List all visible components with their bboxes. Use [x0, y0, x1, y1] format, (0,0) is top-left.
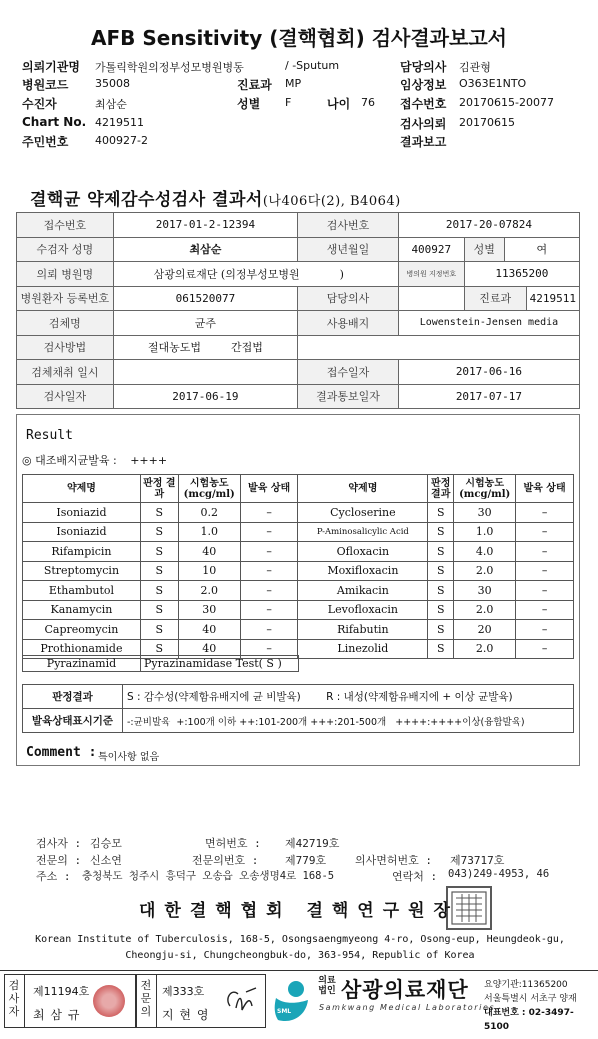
- received-date-value: 2017-06-16: [398, 360, 579, 385]
- result-report-label: 결과보고: [400, 135, 447, 149]
- attending-doctor-value: [398, 286, 464, 311]
- drug-judge-right: S: [428, 522, 454, 542]
- footer-phone: 대표번호 : 02-3497-5100: [484, 1008, 574, 1032]
- drug-name-right: Amikacin: [298, 581, 428, 601]
- test-request-value: 20170615: [459, 116, 515, 129]
- judge-r-text: R : 내성(약제함유배지에 + 이상 균발육): [326, 691, 513, 703]
- drug-conc-left: 10: [178, 561, 240, 581]
- test-no-value: 2017-20-07824: [398, 213, 579, 238]
- resident-no-label: 주민번호: [22, 135, 69, 149]
- pyrazinamid-test: Pyrazinamidase Test( S ): [141, 656, 299, 672]
- hospital-code-label-cell: 병의원 지정번호: [398, 262, 464, 287]
- footer-examiner-no: 제11194호: [33, 985, 90, 998]
- sex-label-cell: 성별: [464, 237, 504, 262]
- judge-legend-values: [123, 685, 574, 709]
- patient-label: 수진자: [22, 97, 57, 111]
- footer-examiner-name: 최 삼 규: [33, 1008, 81, 1022]
- specialist-label: 전문의 :: [36, 854, 82, 867]
- colony-label: ◎ 대조배지균발육 :: [22, 454, 117, 467]
- drug-name-right: Levofloxacin: [298, 600, 428, 620]
- medium-value: Lowenstein-Jensen media: [398, 311, 579, 336]
- drug-judge-right: S: [428, 639, 454, 659]
- department-label: 진료과: [237, 78, 272, 92]
- drug-name-left: Isoniazid: [23, 503, 141, 523]
- doctor-value: 김관형: [459, 61, 491, 74]
- drug-name-right: P-Aminosalicylic Acid: [298, 522, 428, 542]
- drug-conc-left: 2.0: [178, 581, 240, 601]
- drug-name-right: Rifabutin: [298, 620, 428, 640]
- comment-label: Comment :: [26, 745, 97, 760]
- growth-legend-text: -:균비발육 +:100개 이하 ++:101-200개 +++:201-500개 ++++:++++이상(융합발육): [123, 709, 574, 733]
- drug-name-left: Ethambutol: [23, 581, 141, 601]
- company-name-en: Samkwang Medical Laboratories: [319, 1003, 496, 1012]
- hospital-name: 삼광의료재단 (의정부성모병원: [153, 267, 300, 281]
- department-value: MP: [285, 77, 302, 90]
- dept-label: 진료과: [464, 286, 526, 311]
- receipt-number-label: 접수번호: [400, 97, 447, 111]
- notified-date-label: 결과통보일자: [298, 384, 399, 409]
- drug-judge-left: S: [140, 600, 178, 620]
- org-en-line1: Korean Institute of Tuberculosis, 168-5, Osongsaengmyeong 4-ro, Osong-eup, Heungdeok-gu,: [35, 934, 565, 945]
- header-judge-left: 판정 결과: [140, 475, 178, 503]
- specimen-value: 균주: [113, 311, 298, 336]
- hospital-code-value: 35008: [95, 77, 130, 90]
- header-conc-right: 시험농도 (mcg/ml): [454, 475, 516, 503]
- drug-growth-left: –: [240, 639, 298, 659]
- pyrazinamid-table: [22, 655, 299, 672]
- examiner-label: 검사자 :: [36, 837, 82, 850]
- drug-sensitivity-table: [22, 474, 574, 659]
- scan-title-code: (나406다(2), B4064): [262, 194, 401, 209]
- sex-value: F: [285, 96, 292, 109]
- drug-name-right: Moxifloxacin: [298, 561, 428, 581]
- drug-growth-left: –: [240, 503, 298, 523]
- drug-growth-right: –: [516, 639, 574, 659]
- comment-value: 특이사항 없음: [98, 752, 160, 763]
- drug-conc-left: 40: [178, 620, 240, 640]
- attending-doctor-label: 담당의사: [298, 286, 399, 311]
- drug-conc-right: 2.0: [454, 600, 516, 620]
- notified-date-value: 2017-07-17: [398, 384, 579, 409]
- drug-name-left: Streptomycin: [23, 561, 141, 581]
- drug-row: [23, 561, 574, 581]
- drug-row: [23, 522, 574, 542]
- header-judge-right: 판정 결과: [428, 475, 454, 503]
- sex-value-cell: 여: [504, 237, 579, 262]
- method-absolute: 절대농도법: [147, 341, 202, 355]
- seal-pattern-icon: [448, 888, 490, 928]
- drug-conc-right: 30: [454, 503, 516, 523]
- referring-institution-label: 의뢰기관명: [22, 60, 80, 74]
- method-value: [113, 335, 298, 360]
- specialist-signature-icon: [222, 984, 260, 1018]
- examiner-name: 김승모: [90, 837, 122, 850]
- legend-table: [22, 684, 574, 733]
- specialist-license-number: 제779호: [285, 854, 327, 867]
- clinical-info-value: O363E1NTO: [459, 77, 527, 90]
- hospital-code-label: 병원코드: [22, 78, 69, 92]
- judge-legend-label: 판정결과: [23, 685, 123, 709]
- header-conc-left: 시험농도 (mcg/ml): [178, 475, 240, 503]
- drug-judge-left: S: [140, 581, 178, 601]
- drug-row: [23, 503, 574, 523]
- drug-growth-right: –: [516, 503, 574, 523]
- drug-judge-left: S: [140, 620, 178, 640]
- drug-conc-right: 2.0: [454, 639, 516, 659]
- drug-name-left: Isoniazid: [23, 522, 141, 542]
- drug-judge-right: S: [428, 600, 454, 620]
- patient-info-table: [16, 212, 580, 409]
- specimen-type-value: / -Sputum: [285, 59, 340, 72]
- footer-specialist-no: 제333호: [162, 985, 205, 998]
- receipt-no-label: 접수번호: [17, 213, 114, 238]
- drug-name-right: Cycloserine: [298, 503, 428, 523]
- specialist-name: 신소연: [90, 854, 122, 867]
- growth-legend-label: 발육상태표시기준: [23, 709, 123, 733]
- drug-name-left: Kanamycin: [23, 600, 141, 620]
- receipt-number-value: 20170615-20077: [459, 96, 554, 109]
- drug-growth-left: –: [240, 600, 298, 620]
- drug-judge-left: S: [140, 639, 178, 659]
- footer-specialist-label: 전문의: [140, 979, 152, 1018]
- drug-conc-left: 1.0: [178, 522, 240, 542]
- sex-label: 성별: [237, 97, 261, 111]
- hospital-value: [113, 262, 398, 287]
- footer-address: 서울특별시 서초구 양재: [484, 994, 577, 1004]
- age-value: 76: [361, 96, 375, 109]
- scan-title-text: 결핵균 약제감수성검사 결과서: [30, 190, 263, 210]
- chart-no-value: 4219511: [95, 116, 144, 129]
- drug-judge-right: S: [428, 620, 454, 640]
- drug-growth-left: –: [240, 561, 298, 581]
- header-growth-left: 발육 상태: [240, 475, 298, 503]
- contact-value: 043)249-4953, 46: [448, 868, 550, 880]
- drug-name-right: Ofloxacin: [298, 542, 428, 562]
- patient-name-value: 최삼순: [113, 237, 298, 262]
- resident-no-value: 400927-2: [95, 134, 148, 147]
- drug-growth-right: –: [516, 522, 574, 542]
- address-label: 주소 :: [36, 870, 71, 883]
- colony-value: ++++: [130, 454, 168, 467]
- footer-divider: [24, 974, 25, 1028]
- drug-judge-right: S: [428, 581, 454, 601]
- drug-judge-left: S: [140, 522, 178, 542]
- physician-license-number: 제73717호: [450, 854, 505, 867]
- clinical-info-label: 임상정보: [400, 78, 447, 92]
- drug-growth-right: –: [516, 581, 574, 601]
- method-indirect: 간접법: [231, 341, 263, 355]
- drug-growth-right: –: [516, 542, 574, 562]
- org-en-line2: Cheongju-si, Chungcheongbuk-do, 363-954, Republic of Korea: [125, 950, 475, 961]
- drug-growth-right: –: [516, 600, 574, 620]
- method-label: 검사방법: [17, 335, 114, 360]
- contact-label: 연락처 :: [392, 870, 438, 883]
- hospital-close-paren: ): [339, 267, 344, 281]
- drug-conc-left: 0.2: [178, 503, 240, 523]
- reg-no-value: 061520077: [113, 286, 298, 311]
- address-value: 충청북도 청주시 흥덕구 오송읍 오송생명4로 168-5: [82, 870, 335, 882]
- age-label: 나이: [327, 97, 351, 111]
- drug-conc-left: 30: [178, 600, 240, 620]
- reg-no-label: 병원환자 등록번호: [17, 286, 114, 311]
- official-seal: [446, 886, 492, 930]
- collect-date-label: 검체채취 일시: [17, 360, 114, 385]
- drug-row: [23, 620, 574, 640]
- drug-conc-right: 1.0: [454, 522, 516, 542]
- header-drug-right: 약제명: [298, 475, 428, 503]
- drug-conc-right: 2.0: [454, 561, 516, 581]
- drug-conc-right: 20: [454, 620, 516, 640]
- organization-address-en: [30, 932, 570, 964]
- referring-institution-value: 가톨릭학원의정부성모병원병동: [95, 61, 244, 74]
- received-date-label: 접수일자: [298, 360, 399, 385]
- drug-growth-left: –: [240, 581, 298, 601]
- company-name: 삼광의료재단: [341, 978, 469, 1002]
- header-growth-right: 발육 상태: [516, 475, 574, 503]
- collect-date-value: [113, 360, 298, 385]
- drug-judge-right: S: [428, 542, 454, 562]
- license-number: 제42719호: [285, 837, 340, 850]
- institution-code: 요양기관:11365200: [484, 980, 568, 990]
- hospital-code-value-cell: 11365200: [464, 262, 579, 287]
- drug-growth-left: –: [240, 522, 298, 542]
- chart-no-label: Chart No.: [22, 115, 87, 129]
- drug-name-right: Linezolid: [298, 639, 428, 659]
- drug-growth-right: –: [516, 561, 574, 581]
- drug-row: [23, 581, 574, 601]
- footer-examiner-label: 검사자: [8, 979, 20, 1018]
- hospital-label: 의뢰 병원명: [17, 262, 114, 287]
- medical-corp-label: 의료법인: [318, 976, 336, 996]
- drug-judge-right: S: [428, 561, 454, 581]
- drug-growth-left: –: [240, 620, 298, 640]
- test-date-label: 검사일자: [17, 384, 114, 409]
- header-drug-left: 약제명: [23, 475, 141, 503]
- drug-conc-right: 4.0: [454, 542, 516, 562]
- license-label: 면허번호 :: [205, 837, 261, 850]
- organization-name: 대한결핵협회 결핵연구원장: [139, 901, 459, 921]
- drug-conc-right: 30: [454, 581, 516, 601]
- drug-judge-right: S: [428, 503, 454, 523]
- result-label: Result: [26, 428, 73, 443]
- patient-value: 최삼순: [95, 98, 127, 111]
- drug-conc-left: 40: [178, 639, 240, 659]
- patient-name-label: 수검자 성명: [17, 237, 114, 262]
- footer-contact-block: [484, 978, 598, 1034]
- drug-name-left: Capreomycin: [23, 620, 141, 640]
- drug-row: [23, 600, 574, 620]
- examiner-stamp: [93, 985, 125, 1017]
- receipt-no-value: 2017-01-2-12394: [113, 213, 298, 238]
- footer-divider-2: [156, 974, 157, 1028]
- dob-label: 생년월일: [298, 237, 399, 262]
- test-request-label: 검사의뢰: [400, 117, 447, 131]
- drug-rows: [23, 503, 574, 659]
- judge-s-text: S : 감수성(약제함유배지에 균 비발육): [127, 691, 301, 703]
- drug-name-left: Rifampicin: [23, 542, 141, 562]
- sml-logo-icon: [272, 976, 312, 1026]
- drug-judge-left: S: [140, 561, 178, 581]
- dob-value: 400927: [398, 237, 464, 262]
- drug-conc-left: 40: [178, 542, 240, 562]
- test-no-label: 검사번호: [298, 213, 399, 238]
- drug-judge-left: S: [140, 542, 178, 562]
- dept-value: 4219511: [526, 286, 579, 311]
- control-colony-growth: [22, 452, 167, 468]
- test-date-value: 2017-06-19: [113, 384, 298, 409]
- report-title: AFB Sensitivity (결핵협회) 검사결과보고서: [91, 26, 507, 50]
- specialist-license-label: 전문의번호 :: [192, 854, 259, 867]
- medium-label: 사용배지: [298, 311, 399, 336]
- drug-growth-right: –: [516, 620, 574, 640]
- drug-judge-left: S: [140, 503, 178, 523]
- scan-report-title: [30, 185, 401, 210]
- drug-row: [23, 542, 574, 562]
- method-blank-cell: [298, 335, 580, 360]
- pyrazinamid-label: Pyrazinamid: [23, 656, 141, 672]
- footer-specialist-name: 지 현 영: [162, 1008, 210, 1022]
- doctor-label: 담당의사: [400, 60, 447, 74]
- drug-growth-left: –: [240, 542, 298, 562]
- drug-name-left: Prothionamide: [23, 639, 141, 659]
- sml-logo-text: SML: [277, 1008, 292, 1015]
- specimen-label: 검체명: [17, 311, 114, 336]
- physician-license-label: 의사면허번호 :: [355, 854, 433, 867]
